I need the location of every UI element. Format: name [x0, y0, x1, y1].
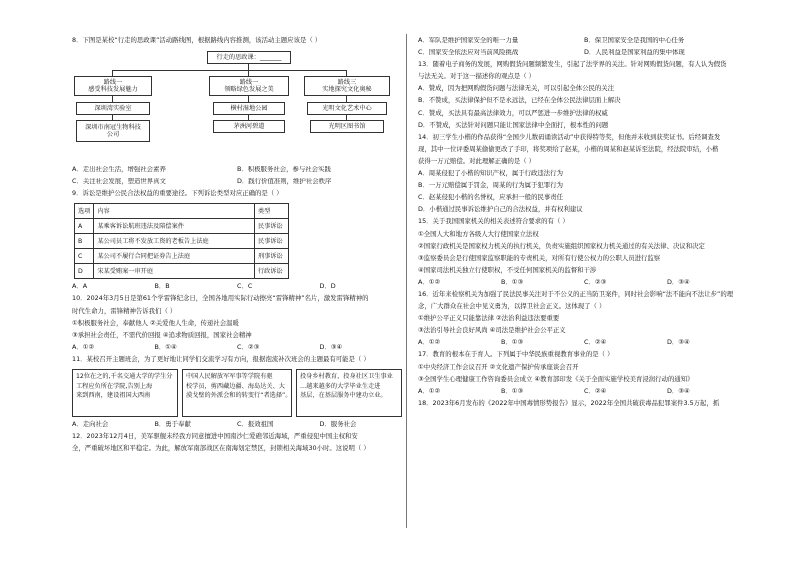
- route-2-box: [209, 76, 289, 96]
- material-line: 工程应负所在学院,告别上海: [76, 382, 153, 390]
- material-line: 漠戈壁的外派会和的转变行“者选择”。: [186, 392, 292, 400]
- q18-stem: 18．2023年6月发布的《2022年中国毒情形势报告》显示，2022年全国共破获毒品犯罪案件3.5万起，抓: [418, 398, 720, 407]
- q17-statements-2: ③全国学生心理健康工作咨询委员会成立 ④教育部印发《关于全面实施学校美育浸润行动的通知》: [418, 374, 694, 383]
- q13-stem-line-2: 与法无关。对于这一描述你的观点是（ ）: [418, 72, 536, 81]
- q12-option-d[interactable]: D．人民利益是国家利益的集中体现: [584, 49, 685, 57]
- connector: [112, 70, 346, 71]
- route-2-theme: 领略绿色发展之美: [224, 86, 274, 94]
- q8-options-row-1: [72, 165, 402, 177]
- table-cell: D: [75, 264, 94, 279]
- left-column: [72, 36, 402, 456]
- q12-option-b[interactable]: B．保卫国家安全是我国的中心任务: [584, 37, 685, 44]
- q9-option-a[interactable]: A．A: [72, 282, 88, 291]
- q10-options: [72, 343, 402, 355]
- q8-route-diagram: [72, 50, 402, 162]
- table-cell: 行政诉讼: [255, 264, 289, 279]
- route-2-name: 路线一: [239, 78, 259, 86]
- q13-option-c[interactable]: C．赞成，买法具有最高法律效力，可以严惩进一步维护法律的权威: [418, 108, 608, 117]
- table-row: [75, 264, 289, 279]
- route-3-name: 路线三: [337, 78, 357, 86]
- material-line: 基层，在基层服务中建功立业。: [300, 392, 387, 400]
- table-cell: C: [75, 249, 94, 264]
- q13-stem-line-1: 13．随着电子商务的发展，网购假货问题频繁发生，引起了法学界的关注。针对网购假货问题，有人认为假货: [418, 60, 727, 69]
- q16-option-b[interactable]: B．①③: [501, 338, 524, 347]
- q8-option-a[interactable]: A．走出社会生活，增强社会素养: [72, 166, 166, 174]
- q15-options: [418, 278, 750, 290]
- q15-option-a[interactable]: A．①②: [418, 277, 441, 286]
- q12-option-c[interactable]: C．国家安全依法应对当前风险挑战: [418, 49, 519, 57]
- table-row: [75, 219, 289, 234]
- q16-option-d[interactable]: D．③④: [667, 338, 690, 347]
- route-3-theme: 实地探究文化奥秘: [322, 86, 372, 94]
- column-divider: [406, 34, 407, 528]
- q8-option-c[interactable]: C．关注社会发展，塑造世界真文: [72, 178, 166, 186]
- q16-stem-line-2: 念，广大群众在社会中见义勇为，以捍卫社会正义。这体现了（ ）: [418, 302, 606, 311]
- route-2-stop-2: 茅洲河碧道: [213, 120, 285, 133]
- q10-stem-line-2: 时代生命力，雷锋精神告诉我们（ ）: [72, 306, 177, 315]
- q16-option-c[interactable]: C．②④: [584, 338, 607, 347]
- q16-option-a[interactable]: A．①②: [418, 338, 441, 347]
- route-1-theme: 感受科技发展魅力: [88, 86, 138, 94]
- q12-stem-line-2: 全，严重破坏地区和平稳定。为此，解放军南部战区在南海划定禁区，封锁相关海域30小时。这说明（ ）: [72, 444, 370, 453]
- table-cell: 民事诉讼: [255, 219, 289, 234]
- table-cell: 宋某受贿案一审开庭: [94, 264, 255, 279]
- route-1-stop-1: 深圳湾实验室: [76, 102, 150, 115]
- route-2-stop-1: 横村湿地公园: [213, 102, 285, 115]
- table-cell: A: [75, 219, 94, 234]
- q13-option-d[interactable]: D．不赞成，买法针对问题只能让国家法律中全面打，根本性的问题: [418, 120, 609, 129]
- q10-statements-2: ③承担社会责任，不需代价回报 ④追求物质回报，国家社会精神: [72, 330, 252, 339]
- q10-option-b[interactable]: B．①④: [154, 342, 177, 351]
- q17-option-c[interactable]: C．②④: [584, 386, 607, 395]
- q10-option-d[interactable]: D．③④: [319, 342, 343, 351]
- q14-stem-line-3: 获得一万元赔偿。对此理解正确的是（ ）: [418, 156, 536, 165]
- q12-options-row-1: [418, 36, 750, 48]
- q17-stem: 17．教育的根本在于育人。下列属于中华民族重视教育事业的是（ ）: [418, 350, 614, 359]
- table-header-cell: 内容: [94, 204, 255, 219]
- route-1-stop-2: 深圳市南冠生物科技公司: [76, 120, 150, 142]
- q16-options: [418, 338, 750, 350]
- q15-option-c[interactable]: C．②③: [584, 277, 607, 286]
- table-cell: B: [75, 234, 94, 249]
- q15-statement-3: ③监察委员会是行使国家监察职能的专责机关，对所有行使公权力的公职人员进行监察: [418, 253, 661, 262]
- q14-option-d[interactable]: D．小楷通过民事诉讼维护自己的合法权益，并有权利建议: [418, 205, 583, 214]
- q10-statements-1: ①积极服务社会，奉献他人 ②关爱他人生命，传递社会温暖: [72, 318, 239, 327]
- right-column: [418, 36, 750, 411]
- q13-option-b[interactable]: B．不赞成，买法律保护但不是永远法，已经在全体公民法律层面上解决: [418, 96, 621, 105]
- route-1-name: 路线一: [103, 78, 123, 86]
- q8-option-d[interactable]: D．践行价值准则，维护社会秩序: [237, 178, 332, 186]
- q12-options-row-2: [418, 48, 750, 60]
- q15-statement-4: ④国家司法机关独立行使职权，不受任何国家机关的监督和干涉: [418, 265, 597, 274]
- q11-option-b[interactable]: B．勇于奉献: [154, 420, 191, 429]
- q13-option-a[interactable]: A．赞成，因为把网购假货问题与法律无关，可以引起全体公民的关注: [418, 84, 615, 93]
- q14-option-c[interactable]: C．赵某侵犯小楷的名誉权，应承担一般的民事责任: [418, 193, 564, 202]
- q8-options-row-2: [72, 177, 402, 189]
- q16-statements-1: ①维护公平正义只能靠法律 ②法治利益违法要重要: [418, 314, 560, 323]
- q16-statements-2: ③法治引导社会良好风尚 ④司法是维护社会公平正义: [418, 326, 566, 335]
- table-cell: 某公司员工将不发放工资的老板告上法庭: [94, 234, 255, 249]
- q17-option-a[interactable]: A．①②: [418, 386, 441, 395]
- q17-options: [418, 387, 750, 399]
- q11-material-2: [182, 369, 292, 417]
- q17-option-d[interactable]: D．③④: [667, 386, 690, 395]
- q14-option-a[interactable]: A．周某侵犯了小楷的知识产权，属于行政违法行为: [418, 169, 563, 178]
- table-header-row: [75, 204, 289, 219]
- route-1-box: [74, 76, 152, 96]
- table-header-cell: 选项: [75, 204, 94, 219]
- q11-material-boxes: [72, 369, 402, 417]
- table-cell: 民事诉讼: [255, 234, 289, 249]
- material-line: …越来越多的大学毕业生走进: [300, 382, 381, 390]
- material-line: 来到西南，建设祖国大西南: [76, 392, 151, 400]
- table-header-cell: 类型: [255, 204, 289, 219]
- q15-statement-2: ②国家行政机关是国家权力机关的执行机关，负责实施组织国家权力机关通过的有关法律、决议和决定: [418, 241, 705, 250]
- table-row: [75, 234, 289, 249]
- material-line: 投身乡村教育，投身社区卫生事业: [300, 373, 393, 381]
- q15-stem: 15．关于我国国家机关的相关表述符合要求的有（ ）: [418, 217, 569, 226]
- q9-table: [74, 203, 289, 279]
- material-line: 中国人民解放军军事等学院有驱: [186, 373, 273, 381]
- route-3-box: [304, 76, 390, 96]
- q11-options: [72, 420, 402, 432]
- route-3-stop-2: 光明区图书馆: [310, 120, 384, 133]
- q10-option-a[interactable]: A．①②: [72, 342, 95, 351]
- q9-option-c[interactable]: C．C: [237, 282, 253, 291]
- material-line: 校学员，剪西藏边疆、海岛达关、大: [186, 382, 285, 390]
- q10-option-c[interactable]: C．②③: [237, 342, 260, 351]
- q9-options: [72, 282, 402, 294]
- q15-option-d[interactable]: D．③④: [667, 277, 690, 286]
- q10-stem-line-1: 10．2024年3月5日是第61个学雷锋纪念日，全国各地用实际行动擦亮“雷锋精神”名片，激发雷锋精神的: [72, 294, 369, 303]
- q17-statements-1: ①中央经济工作会议召开 ②文化遗产保护传承座谈会召开: [418, 362, 579, 371]
- q17-option-b[interactable]: B．①③: [501, 386, 524, 395]
- q14-stem-line-2: 现，其中一位评委周某偷偷更改了手印，将奖项给了赵某，小楷的周某和赵某诉至法院，经法院审结，小楷: [418, 144, 719, 153]
- table-cell: 某乘客诉讼航班违法及陪偿案件: [94, 219, 255, 234]
- material-line: 12位在之的,千名交通大学的学生分: [76, 373, 173, 381]
- q11-option-d[interactable]: D．服务社会: [319, 420, 357, 429]
- q11-option-a[interactable]: A．走向社会: [72, 420, 109, 429]
- q11-material-3: [296, 369, 402, 417]
- q9-option-d[interactable]: D．D: [319, 282, 336, 291]
- q12-option-a[interactable]: A．军队是维护国家安全的唯一力量: [418, 37, 519, 44]
- table-cell: 某公司不履行合同把证券告上法庭: [94, 249, 255, 264]
- q14-option-b[interactable]: B．一万元赔偿属于罚金，周某的行为属于犯罪行为: [418, 181, 563, 190]
- q9-stem: 9．诉讼是维护公民合法权益的重要途径。下列诉讼类型对应正确的是（ ）: [72, 189, 283, 198]
- q12-stem-line-1: 12．2023年12月4日，美军驱舰未经我方同意擅进中国南沙仁爱礁邻近海域，严重侵犯中国主权和安: [72, 432, 358, 441]
- q11-stem: 11．某校召开主题班会，为了更好地让同学们交流学习有方向，报据泡流补次班会的主题最有可能是（ ）: [72, 354, 370, 363]
- q8-stem: 8．下图是某校“行走的思政课”活动路线图，根据路线内容推测，该活动主题应该是（ ）: [72, 36, 322, 44]
- q14-stem-line-1: 14．初三学生小楷的作品获得“全国少儿数码诵读活动”中获得特等奖，但他并未收到获奖证书。后经调查发: [418, 132, 721, 141]
- q11-material-1: [72, 369, 178, 417]
- q15-option-b[interactable]: B．①③: [501, 277, 524, 286]
- diagram-root-box: 行走的思政课：_______: [207, 51, 291, 64]
- q11-option-c[interactable]: C．报效祖国: [237, 420, 274, 429]
- q16-stem-line-1: 16．近年来检察机关为加强了民法民事关注对于不公义的正当防卫案件，同时社会影响“法不能向不法让步”的理: [418, 289, 734, 298]
- q15-statement-1: ①全国人大和地方各级人大行使国家立法权: [418, 229, 539, 238]
- table-cell: 刑事诉讼: [255, 249, 289, 264]
- q8-option-b[interactable]: B．积极服务社会，参与社会实践: [237, 166, 331, 174]
- route-3-stop-1: 光明文化艺术中心: [307, 102, 387, 115]
- q9-option-b[interactable]: B．B: [154, 282, 170, 291]
- table-row: [75, 249, 289, 264]
